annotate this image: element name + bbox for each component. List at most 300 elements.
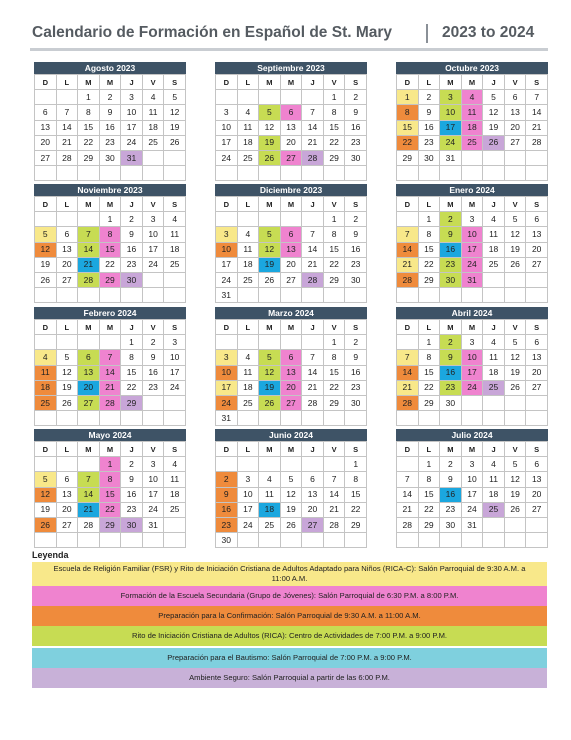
week-row — [35, 502, 186, 517]
day-cell: 21 — [323, 502, 345, 517]
day-cell: 18 — [164, 487, 186, 502]
day-cell: 30 — [345, 272, 367, 287]
day-cell: 22 — [418, 380, 440, 395]
day-cell: 2 — [99, 90, 121, 105]
day-cell: 18 — [483, 242, 505, 257]
empty-day-cell — [99, 166, 121, 181]
empty-day-cell — [397, 457, 419, 472]
empty-day-cell — [280, 533, 302, 548]
weekday-label: J — [483, 75, 505, 90]
weekday-label: M — [440, 197, 462, 212]
empty-day-cell — [345, 288, 367, 303]
weekday-label: J — [483, 442, 505, 457]
day-cell: 7 — [397, 472, 419, 487]
day-cell: 9 — [99, 105, 121, 120]
weekday-label: M — [461, 75, 483, 90]
empty-day-cell — [142, 288, 164, 303]
weekday-label: M — [280, 197, 302, 212]
day-cell: 21 — [78, 257, 100, 272]
day-cell: 9 — [121, 472, 143, 487]
day-cell: 26 — [56, 395, 78, 410]
week-row — [35, 257, 186, 272]
day-cell: 12 — [164, 105, 186, 120]
day-cell: 17 — [142, 242, 164, 257]
day-cell: 22 — [323, 380, 345, 395]
week-row — [35, 150, 186, 165]
day-cell: 22 — [78, 135, 100, 150]
day-cell: 24 — [121, 135, 143, 150]
weekday-label: V — [323, 75, 345, 90]
empty-day-cell — [323, 166, 345, 181]
day-cell: 31 — [461, 517, 483, 532]
empty-day-cell — [259, 212, 281, 227]
legend-item-text: Rito de Iniciación Cristiana de Adultos (RICA): Centro de Actividades de 7:00 P.M. a 9:00 P.M. — [131, 631, 448, 640]
empty-day-cell — [164, 288, 186, 303]
day-cell: 26 — [35, 517, 57, 532]
week-row — [397, 350, 548, 365]
empty-day-cell — [259, 166, 281, 181]
weekday-label: L — [418, 197, 440, 212]
month-title: Septiembre 2023 — [215, 62, 367, 74]
weekday-label: D — [216, 442, 238, 457]
day-cell: 30 — [99, 150, 121, 165]
day-cell: 11 — [164, 227, 186, 242]
weekday-label: L — [237, 197, 259, 212]
week-row — [397, 380, 548, 395]
weekday-label: V — [504, 197, 526, 212]
day-cell: 13 — [78, 365, 100, 380]
day-cell: 30 — [440, 272, 462, 287]
week-row — [35, 335, 186, 350]
week-row — [216, 150, 367, 165]
day-cell: 16 — [345, 242, 367, 257]
weekday-label: M — [280, 442, 302, 457]
day-cell: 14 — [99, 365, 121, 380]
day-cell: 12 — [483, 105, 505, 120]
day-cell: 21 — [56, 135, 78, 150]
weekday-label: S — [345, 320, 367, 335]
day-cell: 24 — [461, 502, 483, 517]
day-cell: 22 — [418, 257, 440, 272]
day-cell: 31 — [216, 411, 238, 426]
day-cell: 24 — [461, 257, 483, 272]
day-cell: 23 — [121, 257, 143, 272]
weekday-label: D — [397, 197, 419, 212]
empty-day-cell — [280, 411, 302, 426]
day-cell: 17 — [461, 487, 483, 502]
day-cell: 19 — [504, 365, 526, 380]
empty-day-cell — [323, 411, 345, 426]
week-row — [397, 288, 548, 303]
page-header — [30, 22, 548, 51]
day-cell: 15 — [323, 365, 345, 380]
day-cell: 20 — [78, 380, 100, 395]
weekday-label: S — [345, 442, 367, 457]
day-cell: 25 — [164, 257, 186, 272]
empty-day-cell — [323, 457, 345, 472]
weekday-label: S — [164, 75, 186, 90]
day-cell: 3 — [461, 212, 483, 227]
day-cell: 5 — [504, 212, 526, 227]
day-cell: 12 — [259, 120, 281, 135]
day-cell: 20 — [504, 120, 526, 135]
day-cell: 4 — [483, 212, 505, 227]
legend-title: Leyenda — [32, 550, 69, 560]
day-cell: 15 — [99, 242, 121, 257]
day-cell: 23 — [345, 135, 367, 150]
weekday-label: L — [56, 320, 78, 335]
week-row — [35, 350, 186, 365]
empty-day-cell — [397, 288, 419, 303]
day-cell: 19 — [35, 257, 57, 272]
day-cell: 1 — [418, 457, 440, 472]
day-cell: 7 — [302, 105, 324, 120]
day-cell: 27 — [526, 502, 548, 517]
day-cell: 18 — [461, 120, 483, 135]
day-cell: 25 — [237, 272, 259, 287]
day-cell: 7 — [323, 472, 345, 487]
day-cell: 10 — [461, 350, 483, 365]
week-row — [216, 135, 367, 150]
day-cell: 23 — [440, 502, 462, 517]
empty-day-cell — [323, 288, 345, 303]
empty-day-cell — [216, 166, 238, 181]
day-cell: 14 — [56, 120, 78, 135]
week-row — [397, 517, 548, 532]
day-cell: 20 — [35, 135, 57, 150]
empty-day-cell — [461, 395, 483, 410]
empty-day-cell — [461, 150, 483, 165]
day-cell: 26 — [259, 395, 281, 410]
day-cell: 5 — [259, 350, 281, 365]
day-cell: 5 — [35, 472, 57, 487]
day-cell: 28 — [323, 517, 345, 532]
day-cell: 11 — [483, 227, 505, 242]
week-row — [216, 472, 367, 487]
weekday-label: L — [56, 197, 78, 212]
day-cell: 23 — [440, 380, 462, 395]
day-cell: 1 — [418, 212, 440, 227]
month-calendar — [34, 62, 186, 181]
empty-day-cell — [526, 411, 548, 426]
day-cell: 18 — [35, 380, 57, 395]
weekday-header-row — [35, 320, 186, 335]
weekday-header-row — [35, 442, 186, 457]
week-row — [216, 212, 367, 227]
day-cell: 28 — [78, 272, 100, 287]
day-cell: 13 — [280, 120, 302, 135]
day-cell: 11 — [483, 472, 505, 487]
day-cell: 9 — [440, 472, 462, 487]
empty-day-cell — [302, 411, 324, 426]
legend-item — [32, 562, 547, 586]
empty-day-cell — [526, 166, 548, 181]
day-cell: 10 — [237, 487, 259, 502]
week-row — [216, 517, 367, 532]
empty-day-cell — [35, 90, 57, 105]
day-cell: 22 — [99, 502, 121, 517]
day-cell: 25 — [142, 135, 164, 150]
week-row — [35, 227, 186, 242]
day-cell: 1 — [418, 335, 440, 350]
day-cell: 13 — [526, 472, 548, 487]
day-cell: 11 — [237, 242, 259, 257]
weekday-label: M — [99, 75, 121, 90]
day-cell: 8 — [397, 105, 419, 120]
empty-day-cell — [504, 150, 526, 165]
day-cell: 16 — [418, 120, 440, 135]
day-cell: 10 — [461, 227, 483, 242]
empty-day-cell — [216, 212, 238, 227]
day-cell: 26 — [483, 135, 505, 150]
day-cell: 12 — [56, 365, 78, 380]
weekday-header-row — [397, 197, 548, 212]
weekday-label: L — [237, 320, 259, 335]
day-cell: 3 — [142, 457, 164, 472]
empty-day-cell — [483, 272, 505, 287]
empty-day-cell — [56, 411, 78, 426]
week-row — [216, 227, 367, 242]
empty-day-cell — [121, 411, 143, 426]
week-row — [35, 472, 186, 487]
day-cell: 19 — [35, 502, 57, 517]
day-cell: 28 — [78, 517, 100, 532]
day-cell: 8 — [418, 350, 440, 365]
weekday-label: J — [302, 75, 324, 90]
legend-item-text: Preparación para el Bautismo: Salón Parroquial de 7:00 P.M. a 9:00 P.M. — [167, 653, 412, 662]
day-cell: 4 — [35, 350, 57, 365]
empty-day-cell — [302, 166, 324, 181]
day-cell: 1 — [323, 212, 345, 227]
day-cell: 2 — [345, 335, 367, 350]
day-cell: 12 — [35, 242, 57, 257]
empty-day-cell — [483, 533, 505, 548]
month-calendar — [215, 429, 367, 548]
week-row — [216, 105, 367, 120]
weekday-label: M — [440, 442, 462, 457]
day-cell: 19 — [164, 120, 186, 135]
empty-day-cell — [237, 457, 259, 472]
day-cell: 24 — [142, 257, 164, 272]
week-row — [35, 90, 186, 105]
empty-day-cell — [461, 166, 483, 181]
week-row — [216, 120, 367, 135]
day-cell: 14 — [78, 242, 100, 257]
day-cell: 28 — [302, 272, 324, 287]
weekday-label: M — [461, 442, 483, 457]
week-row — [35, 517, 186, 532]
day-cell: 22 — [99, 257, 121, 272]
day-cell: 13 — [35, 120, 57, 135]
day-cell: 26 — [259, 272, 281, 287]
day-cell: 3 — [216, 105, 238, 120]
month-calendar — [215, 307, 367, 426]
empty-day-cell — [35, 411, 57, 426]
month-calendar — [215, 184, 367, 303]
weekday-label: D — [35, 197, 57, 212]
empty-day-cell — [302, 457, 324, 472]
day-cell: 13 — [526, 227, 548, 242]
weekday-header-row — [397, 75, 548, 90]
day-cell: 21 — [526, 120, 548, 135]
weekday-header-row — [216, 75, 367, 90]
weekday-label: M — [259, 320, 281, 335]
empty-day-cell — [504, 166, 526, 181]
day-cell: 1 — [345, 457, 367, 472]
empty-day-cell — [237, 288, 259, 303]
week-row — [397, 411, 548, 426]
weekday-label: M — [259, 442, 281, 457]
weekday-label: J — [121, 75, 143, 90]
day-cell: 30 — [121, 272, 143, 287]
day-cell: 15 — [345, 487, 367, 502]
empty-day-cell — [483, 150, 505, 165]
weekday-label: J — [483, 197, 505, 212]
day-cell: 2 — [418, 90, 440, 105]
day-cell: 14 — [397, 487, 419, 502]
empty-day-cell — [164, 166, 186, 181]
week-row — [216, 288, 367, 303]
empty-day-cell — [56, 90, 78, 105]
empty-day-cell — [35, 533, 57, 548]
day-cell: 10 — [142, 227, 164, 242]
empty-day-cell — [164, 150, 186, 165]
calendar-grid — [34, 62, 548, 545]
day-cell: 13 — [56, 242, 78, 257]
day-cell: 29 — [99, 272, 121, 287]
day-cell: 1 — [121, 335, 143, 350]
empty-day-cell — [78, 212, 100, 227]
empty-day-cell — [121, 166, 143, 181]
day-cell: 14 — [302, 120, 324, 135]
day-cell: 31 — [440, 150, 462, 165]
day-cell: 15 — [418, 365, 440, 380]
day-cell: 12 — [35, 487, 57, 502]
day-cell: 10 — [440, 105, 462, 120]
day-cell: 23 — [142, 380, 164, 395]
day-cell: 24 — [216, 395, 238, 410]
day-cell: 5 — [259, 227, 281, 242]
weekday-label: S — [526, 75, 548, 90]
empty-day-cell — [78, 411, 100, 426]
weekday-label: S — [164, 442, 186, 457]
empty-day-cell — [483, 411, 505, 426]
day-cell: 11 — [142, 105, 164, 120]
empty-day-cell — [78, 533, 100, 548]
day-cell: 13 — [56, 487, 78, 502]
day-cell: 29 — [418, 395, 440, 410]
day-cell: 4 — [483, 335, 505, 350]
day-cell: 9 — [440, 227, 462, 242]
empty-day-cell — [35, 335, 57, 350]
week-row — [397, 335, 548, 350]
day-cell: 29 — [418, 272, 440, 287]
weekday-label: J — [121, 320, 143, 335]
weekday-label: J — [302, 320, 324, 335]
month-title: Agosto 2023 — [34, 62, 186, 74]
day-cell: 21 — [397, 380, 419, 395]
month-title: Abril 2024 — [396, 307, 548, 319]
weekday-label: J — [483, 320, 505, 335]
week-row — [35, 212, 186, 227]
empty-day-cell — [483, 166, 505, 181]
day-cell: 20 — [302, 502, 324, 517]
week-row — [216, 395, 367, 410]
empty-day-cell — [35, 212, 57, 227]
day-cell: 26 — [280, 517, 302, 532]
weekday-label: V — [504, 320, 526, 335]
day-cell: 23 — [345, 380, 367, 395]
day-cell: 3 — [121, 90, 143, 105]
day-cell: 26 — [504, 257, 526, 272]
day-cell: 9 — [216, 487, 238, 502]
day-cell: 14 — [78, 487, 100, 502]
empty-day-cell — [280, 335, 302, 350]
day-cell: 3 — [461, 335, 483, 350]
day-cell: 27 — [526, 380, 548, 395]
week-row — [216, 365, 367, 380]
day-cell: 2 — [121, 457, 143, 472]
day-cell: 1 — [99, 457, 121, 472]
weekday-header-row — [216, 197, 367, 212]
day-cell: 22 — [418, 502, 440, 517]
day-cell: 31 — [121, 150, 143, 165]
empty-day-cell — [237, 533, 259, 548]
day-cell: 4 — [483, 457, 505, 472]
day-cell: 20 — [280, 257, 302, 272]
week-row — [216, 166, 367, 181]
weekday-label: V — [323, 442, 345, 457]
week-row — [397, 457, 548, 472]
day-cell: 2 — [440, 457, 462, 472]
weekday-label: L — [56, 442, 78, 457]
weekday-header-row — [216, 442, 367, 457]
day-cell: 8 — [323, 227, 345, 242]
month-title: Febrero 2024 — [34, 307, 186, 319]
day-cell: 25 — [483, 380, 505, 395]
day-cell: 23 — [345, 257, 367, 272]
day-cell: 27 — [56, 272, 78, 287]
day-cell: 27 — [78, 395, 100, 410]
day-cell: 29 — [323, 395, 345, 410]
day-cell: 29 — [121, 395, 143, 410]
empty-day-cell — [259, 288, 281, 303]
weekday-header-row — [216, 320, 367, 335]
day-cell: 18 — [142, 120, 164, 135]
day-cell: 5 — [280, 472, 302, 487]
day-cell: 6 — [302, 472, 324, 487]
day-cell: 25 — [461, 135, 483, 150]
day-cell: 12 — [504, 472, 526, 487]
day-cell: 15 — [418, 487, 440, 502]
day-cell: 1 — [99, 212, 121, 227]
empty-day-cell — [142, 272, 164, 287]
day-cell: 7 — [78, 472, 100, 487]
empty-day-cell — [302, 288, 324, 303]
weekday-label: M — [99, 197, 121, 212]
day-cell: 5 — [56, 350, 78, 365]
day-cell: 6 — [280, 227, 302, 242]
day-cell: 25 — [237, 150, 259, 165]
day-cell: 29 — [345, 517, 367, 532]
empty-day-cell — [259, 335, 281, 350]
day-cell: 5 — [504, 457, 526, 472]
empty-day-cell — [78, 335, 100, 350]
day-cell: 15 — [78, 120, 100, 135]
day-cell: 20 — [280, 380, 302, 395]
week-row — [216, 487, 367, 502]
month-calendar — [396, 184, 548, 303]
